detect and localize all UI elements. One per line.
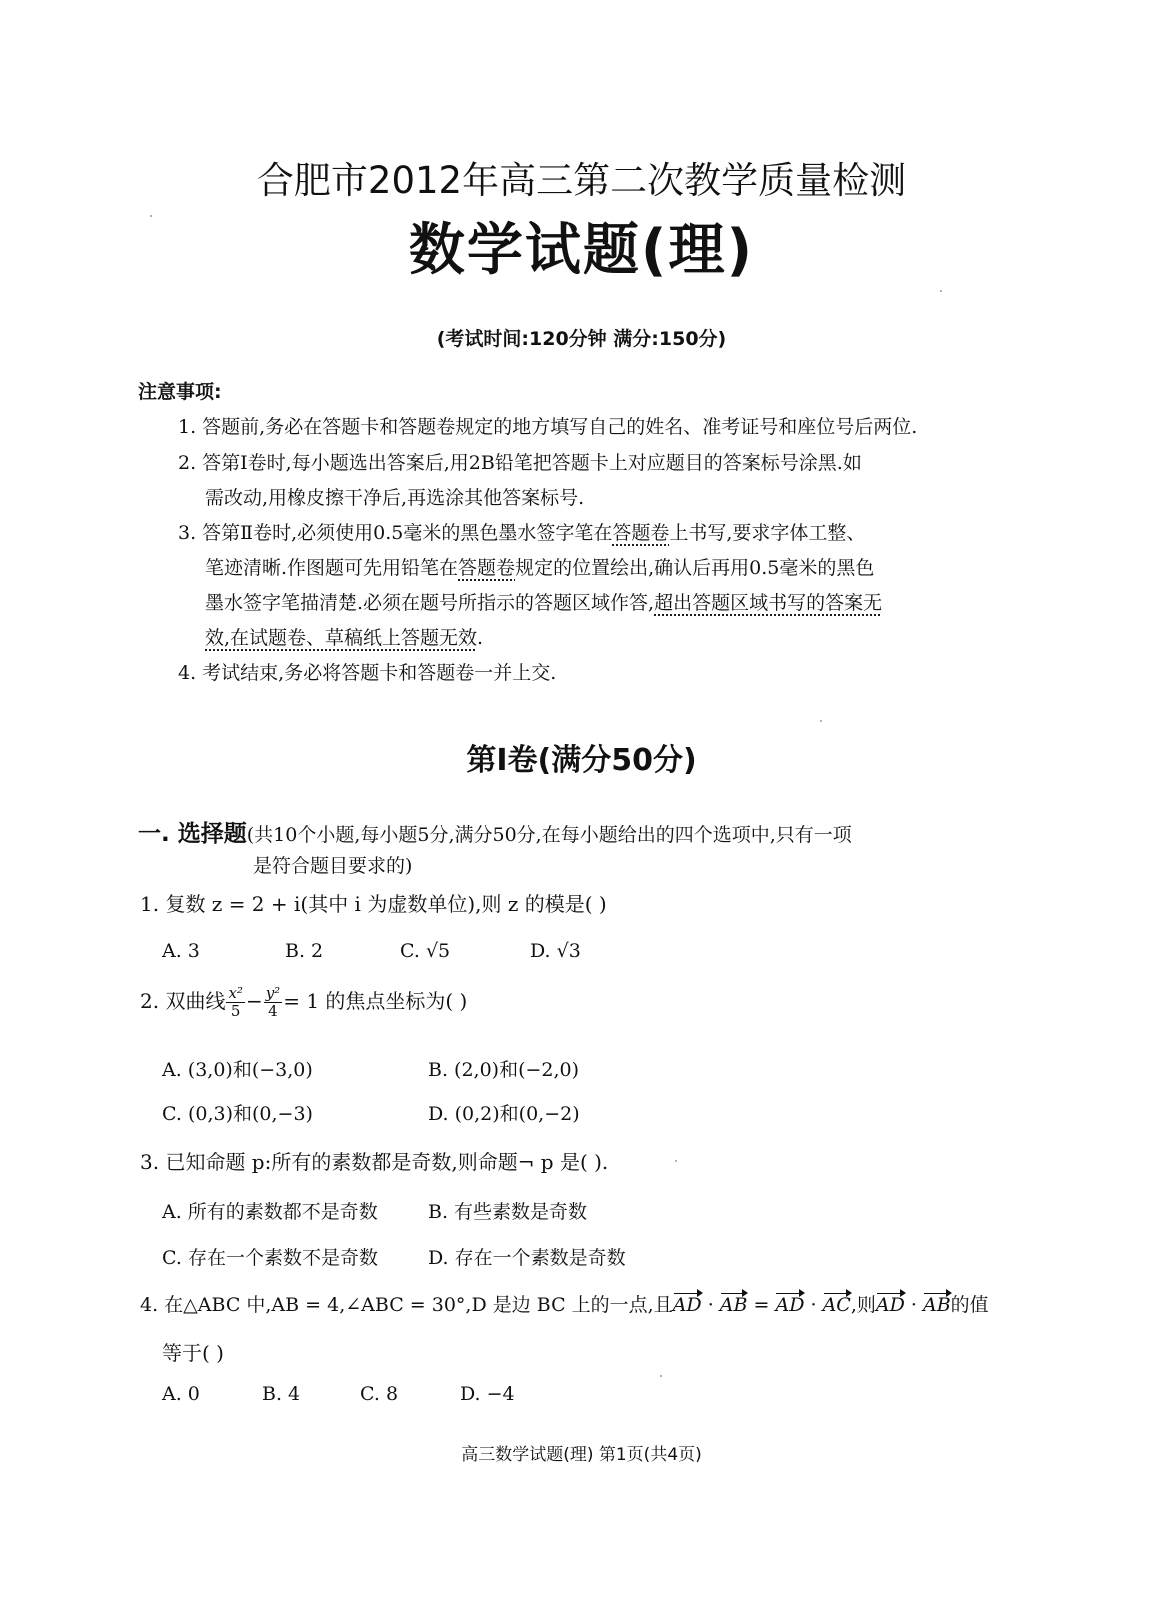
- scan-speck: [940, 290, 942, 292]
- vector-ab: AB: [922, 1294, 951, 1316]
- note-text: 上书写,要求字体工整、: [669, 522, 866, 544]
- exam-subject-title: 数学试题(理): [408, 218, 755, 283]
- note-text: .: [477, 627, 484, 649]
- question-text: 的值: [950, 1294, 989, 1316]
- question-3-option-c: C. 存在一个素数不是奇数: [162, 1247, 378, 1269]
- question-1-option-d: D. √3: [530, 940, 581, 962]
- note-item-1: 1. 答题前,务必在答题卡和答题卷规定的地方填写自己的姓名、准考证号和座位号后两位.: [178, 416, 918, 438]
- vector-ad: AD: [672, 1294, 702, 1316]
- note-item-3-cont2: [205, 588, 882, 615]
- vector-ab: AB: [719, 1294, 748, 1316]
- minus-sign: −: [245, 989, 263, 1013]
- question-4-option-d: D. −4: [460, 1383, 515, 1405]
- question-2-option-a: A. (3,0)和(−3,0): [162, 1059, 313, 1081]
- dot-operator: ·: [804, 1294, 823, 1316]
- fraction-denominator: 5: [230, 1002, 241, 1020]
- question-3-option-b: B. 有些素数是奇数: [428, 1201, 588, 1223]
- vector-ac: AC: [822, 1294, 851, 1316]
- question-1-option-a: A. 3: [162, 940, 200, 962]
- question-3-option-d: D. 存在一个素数是奇数: [428, 1247, 626, 1269]
- part-description-cont: 是符合题目要求的): [253, 855, 413, 877]
- note-item-2-cont: 需改动,用橡皮擦干净后,再选涂其他答案标号.: [205, 487, 585, 509]
- question-2-stem: [140, 985, 467, 1020]
- fraction-numerator: y²: [265, 984, 281, 1002]
- question-4-option-c: C. 8: [360, 1383, 399, 1405]
- scan-speck: [820, 720, 822, 722]
- emphasis-text: 超出答题区域书写的答案无: [654, 592, 883, 614]
- question-2-option-d: D. (0,2)和(0,−2): [428, 1103, 580, 1125]
- exam-header-title: 合肥市2012年高三第二次教学质量检测: [256, 159, 907, 202]
- question-3-option-a: A. 所有的素数都不是奇数: [162, 1201, 378, 1223]
- emphasis-text: 答题卷: [612, 522, 670, 544]
- part-description: (共10个小题,每小题5分,满分50分,在每小题给出的四个选项中,只有一项: [246, 824, 852, 846]
- question-2-option-b: B. (2,0)和(−2,0): [428, 1059, 580, 1081]
- note-item-3: [178, 518, 865, 545]
- scan-speck: [150, 215, 152, 217]
- fraction: [226, 985, 244, 1020]
- question-4-option-b: B. 4: [262, 1383, 301, 1405]
- vector-ad: AD: [775, 1294, 805, 1316]
- dot-operator: ·: [904, 1294, 923, 1316]
- equals-sign: =: [747, 1294, 776, 1316]
- page-footer: 高三数学试题(理) 第1页(共4页): [461, 1445, 702, 1465]
- question-1-option-b: B. 2: [285, 940, 324, 962]
- exam-time-score-info: (考试时间:120分钟 满分:150分): [436, 328, 727, 350]
- question-1-option-c: C. √5: [400, 940, 451, 962]
- note-item-3-cont1: [205, 553, 874, 580]
- note-item-2: 2. 答第Ⅰ卷时,每小题选出答案后,用2B铅笔把答题卡上对应题目的答案标号涂黑.如: [178, 452, 862, 474]
- vector-ad: AD: [875, 1294, 905, 1316]
- scan-speck: [675, 1160, 677, 1162]
- question-4-stem-cont: 等于( ): [162, 1341, 224, 1365]
- question-3-stem: 3. 已知命题 p:所有的素数都是奇数,则命题¬ p 是( ).: [140, 1150, 609, 1174]
- note-text: 规定的位置绘出,确认后再用0.5毫米的黑色: [515, 557, 875, 579]
- emphasis-text: 答题卷: [458, 557, 516, 579]
- question-4-option-a: A. 0: [162, 1383, 200, 1405]
- note-item-4: 4. 考试结束,务必将答题卡和答题卷一并上交.: [178, 662, 557, 684]
- emphasis-text: 效,在试题卷、草稿纸上答题无效: [205, 627, 478, 649]
- note-text: 笔迹清晰.作图题可先用铅笔在: [205, 557, 459, 579]
- choice-section-heading: [138, 815, 852, 848]
- note-text: 3. 答第Ⅱ卷时,必须使用0.5毫米的黑色墨水签字笔在: [178, 522, 613, 544]
- dot-operator: ·: [701, 1294, 720, 1316]
- notes-heading: 注意事项:: [138, 381, 222, 403]
- note-item-3-cont3: [205, 623, 483, 650]
- fraction: [264, 985, 283, 1020]
- note-text: 墨水签字笔描清楚.必须在题号所指示的答题区域作答,: [205, 592, 655, 614]
- question-text: ,则: [850, 1294, 876, 1316]
- question-text: 2. 双曲线: [140, 989, 226, 1013]
- scan-speck: [660, 1375, 662, 1377]
- section-title: 第Ⅰ卷(满分50分): [466, 743, 697, 778]
- question-2-option-c: C. (0,3)和(0,−3): [162, 1103, 313, 1125]
- fraction-denominator: 4: [268, 1002, 278, 1020]
- question-1-stem: 1. 复数 z = 2 + i(其中 i 为虚数单位),则 z 的模是( ): [140, 892, 607, 916]
- question-text: = 1 的焦点坐标为( ): [283, 989, 468, 1013]
- fraction-numerator: x²: [228, 984, 243, 1002]
- part-label: 一. 选择题: [138, 821, 247, 847]
- question-4-stem: [140, 1290, 989, 1317]
- question-text: 4. 在△ABC 中,AB = 4,∠ABC = 30°,D 是边 BC 上的一点,且: [140, 1294, 673, 1316]
